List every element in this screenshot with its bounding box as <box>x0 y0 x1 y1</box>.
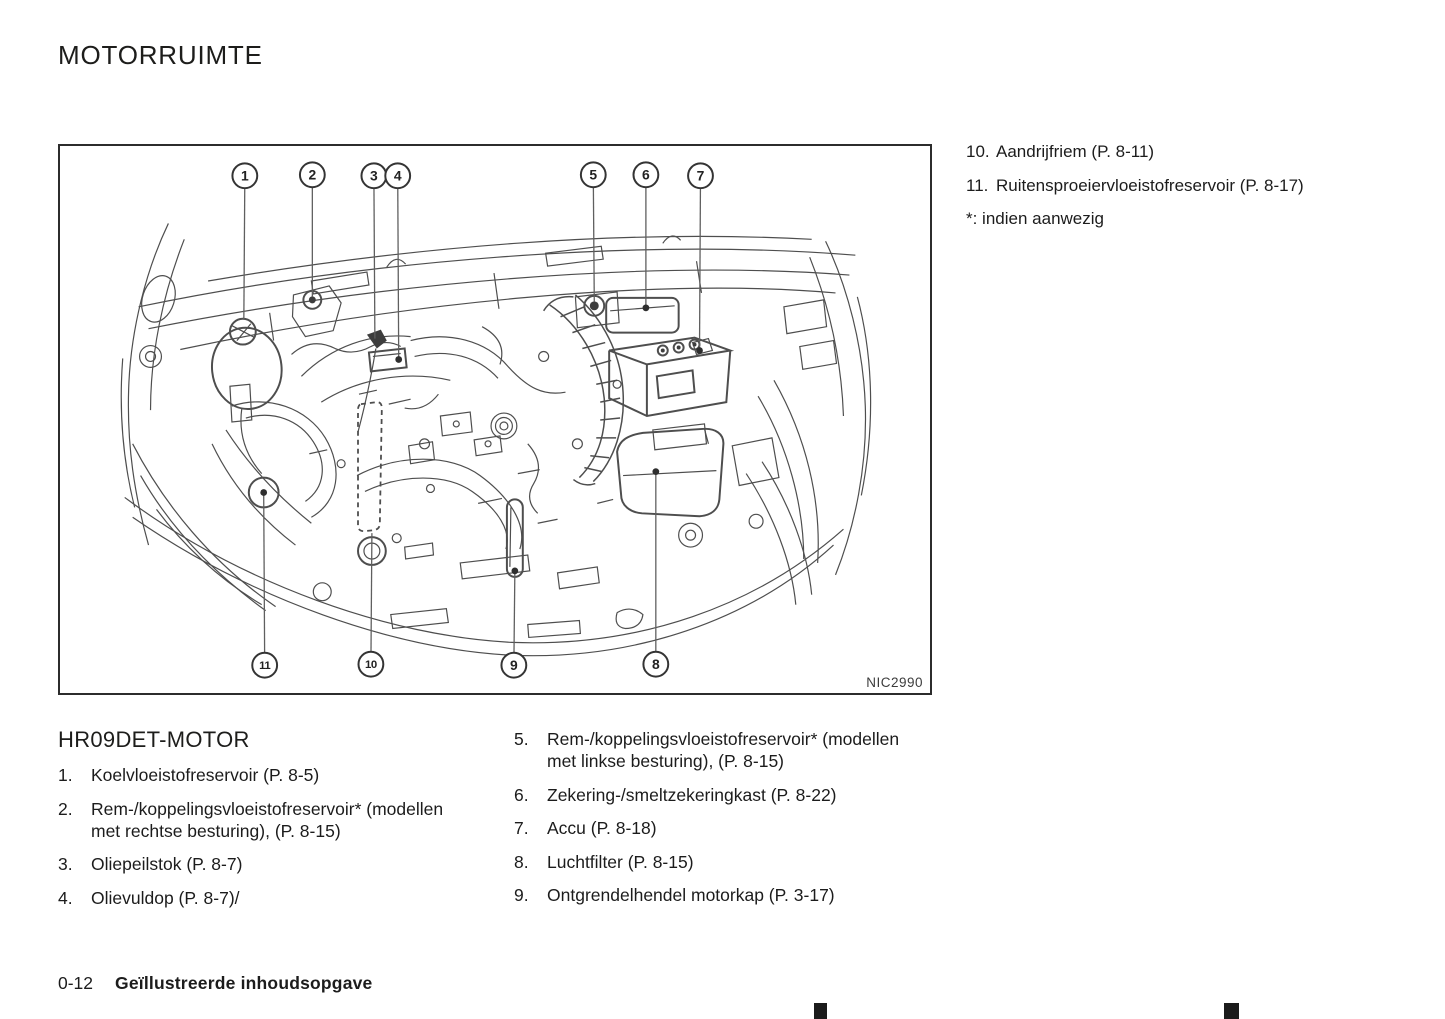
legend-item-text: Rem-/koppelingsvloeistofreservoir* (modellen met rechtse besturing), (P. 8-15) <box>91 798 444 841</box>
legend-item-2 <box>58 798 478 842</box>
legend-item-text: Koelvloeistofreservoir (P. 8-5) <box>91 765 320 785</box>
legend-item-6 <box>514 784 934 806</box>
callout-target-dot-7 <box>696 347 703 354</box>
callout-number-6: 6 <box>642 166 650 183</box>
legend-item-number: 5. <box>514 729 529 749</box>
callout-target-dot-4 <box>395 356 402 363</box>
callout-number-3: 3 <box>370 167 378 184</box>
legend-item-text: Olievuldop (P. 8-7)/ <box>91 887 240 908</box>
callout-leader-7 <box>700 176 701 351</box>
callout-leader-9 <box>514 571 515 665</box>
legend-item-number: 7. <box>514 818 529 838</box>
callout-number-1: 1 <box>240 167 249 184</box>
callout-number-9: 9 <box>510 656 518 673</box>
callout-target-dot-6 <box>643 304 650 311</box>
legend-item-text: Ruitensproeiervloeistofreservoir (P. 8-17) <box>996 176 1304 195</box>
callout-leader-10 <box>371 533 372 664</box>
callout-number-2: 2 <box>308 166 317 183</box>
legend-item-11 <box>966 175 1406 197</box>
legend-item-number: 10. <box>966 142 990 161</box>
legend-item-number: 11. <box>966 176 989 195</box>
legend-right-column <box>966 141 1406 229</box>
legend-item-text: Ontgrendelhendel motorkap (P. 3-17) <box>547 885 835 905</box>
callout-number-7: 7 <box>696 167 705 184</box>
callout-leader-4 <box>398 176 399 360</box>
section-heading: HR09DET-MOTOR <box>58 727 250 752</box>
legend-item-text: Accu (P. 8-18) <box>547 818 657 838</box>
footer-section-title: Geïllustreerde inhoudsopgave <box>115 973 373 993</box>
page-title: MOTORRUIMTE <box>58 40 263 70</box>
page-edge-mark <box>814 1003 827 1019</box>
callout-leader-1 <box>244 176 245 320</box>
callout-layer <box>232 162 712 677</box>
legend-left-column <box>58 764 478 920</box>
legend-item-number: 6. <box>514 784 529 805</box>
legend-item-10 <box>966 141 1406 163</box>
legend-item-number: 3. <box>58 854 73 874</box>
callout-leader-5 <box>593 175 594 302</box>
legend-item-8 <box>514 851 934 873</box>
legend-item-1 <box>58 764 478 786</box>
callout-number-10: 10 <box>365 659 377 672</box>
figure-code: NIC2990 <box>866 675 923 690</box>
legend-item-number: 2. <box>58 798 73 819</box>
engine-diagram-figure <box>58 144 932 695</box>
legend-item-number: 8. <box>514 851 529 872</box>
callout-target-dot-8 <box>652 468 659 475</box>
legend-item-5 <box>514 728 934 772</box>
legend-item-number: 9. <box>514 885 529 905</box>
legend-item-9 <box>514 884 934 906</box>
page-footer <box>58 973 373 994</box>
legend-middle-column <box>514 728 934 918</box>
callout-target-dot-9 <box>511 568 518 575</box>
legend-item-number: 4. <box>58 887 73 908</box>
callout-leader-3 <box>374 176 375 339</box>
page-edge-mark <box>1224 1003 1239 1019</box>
callout-number-5: 5 <box>589 166 598 183</box>
footnote: *: indien aanwezig <box>966 209 1104 228</box>
legend-item-text: Zekering-/smeltzekeringkast (P. 8-22) <box>547 784 837 805</box>
page-number: 0-12 <box>58 973 94 993</box>
callout-number-4: 4 <box>393 167 402 184</box>
legend-item-3 <box>58 853 478 875</box>
legend-item-4 <box>58 887 478 909</box>
legend-item-text: Oliepeilstok (P. 8-7) <box>91 854 243 874</box>
legend-item-text: Rem-/koppelingsvloeistofreservoir* (modellen met linkse besturing), (P. 8-15) <box>547 729 900 771</box>
legend-item-number: 1. <box>58 765 73 785</box>
legend-item-text: Luchtfilter (P. 8-15) <box>547 851 694 872</box>
callout-number-8: 8 <box>651 655 660 672</box>
engine-line-art <box>60 146 930 693</box>
callout-number-11: 11 <box>259 660 271 673</box>
legend-item-7 <box>514 817 934 839</box>
callout-target-dot-11 <box>260 489 267 496</box>
legend-item-text: Aandrijfriem (P. 8-11) <box>996 142 1155 161</box>
